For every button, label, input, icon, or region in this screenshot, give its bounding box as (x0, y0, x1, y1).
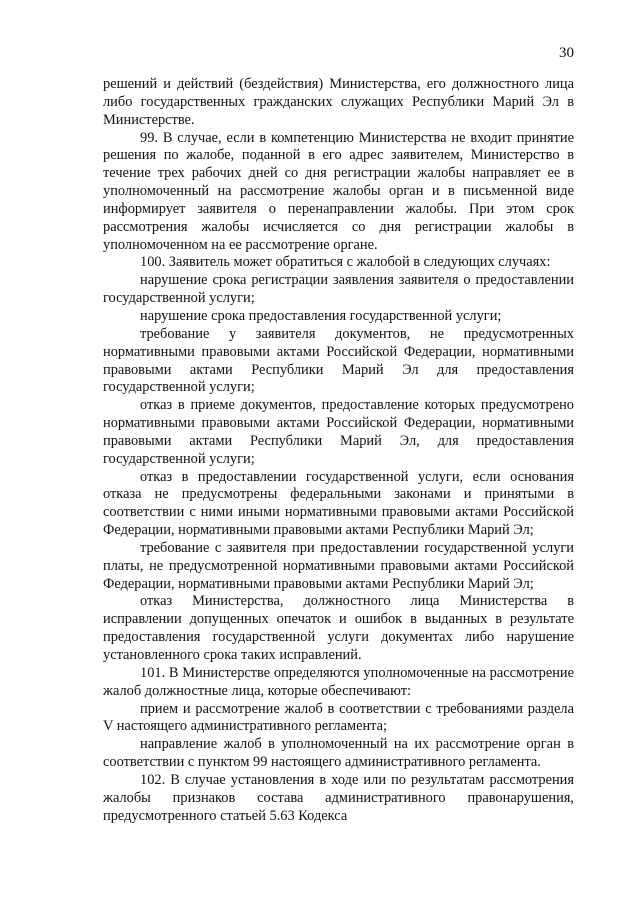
list-item-registration-deadline: нарушение срока регистрации заявления заявителя о предоставлении государственной услуги; (103, 272, 574, 307)
list-item-service-deadline: нарушение срока предоставления государственной услуги; (140, 307, 502, 324)
list-item-forwarding: направление жалоб в уполномоченный на их рассмотрение орган в соответствии с пунктом 99 настоящего административного регламента. (103, 736, 574, 771)
page-number: 30 (559, 45, 574, 61)
list-item-refusal-service: отказ в предоставлении государственной услуги, если основания отказа не предусмотрены федеральными законами и принятыми в соответствии с ними иными нормативными правовыми актами Российской Федерации, нормативными правовыми актами Республики Марий Эл; (103, 468, 574, 539)
list-item-fee-requirement: требование с заявителя при предоставлении государственной услуги платы, не предусмотренной нормативными правовыми актами Российской Федерации, нормативными правовыми актами Республики Марий Эл; (103, 539, 574, 592)
list-item-refusal-documents: отказ в приеме документов, предоставление которых предусмотрено нормативными правовыми актами Российской Федерации, нормативными правовыми актами Республики Марий Эл, для предоставления государственной услуги; (103, 397, 574, 467)
paragraph-0: решений и действий (бездействия) Министерства, его должностного лица либо государственных гражданских служащих Республики Марий Эл в Министерстве. (103, 76, 574, 128)
paragraph-100: 100. Заявитель может обратиться с жалобой в следующих случаях: (140, 254, 551, 271)
paragraph-102: 102. В случае установления в ходе или по результатам рассмотрения жалобы признаков состава административного правонарушения, предусмотренного статьей 5.63 Кодекса (103, 771, 574, 824)
list-item-correction-refusal: отказ Министерства, должностного лица Министерства в исправлении допущенных опечаток и ошибок в выданных в результате предоставления государственной услуги документах либо нарушение установленного срока таких исправлений. (103, 593, 574, 663)
paragraph-101: 101. В Министерстве определяются уполномоченные на рассмотрение жалоб должностные лица, которые обеспечивают: (103, 664, 574, 699)
list-item-reception: прием и рассмотрение жалоб в соответствии с требованиями раздела V настоящего административного регламента; (103, 700, 574, 735)
paragraph-99: 99. В случае, если в компетенцию Министерства не входит принятие решения по жалобе, поданной в его адрес заявителем, Министерство в течение трех рабочих дней со дня регистрации жалобы направляет ее в уполномоченный на рассмотрение жалобы орган и в письменной виде информирует заявителя о перенаправлении жалобы. При этом срок рассмотрения жалобы исчисляется со дня регистрации жалобы в уполномоченном на ее рассмотрение органе. (103, 129, 574, 253)
list-item-extra-documents: требование у заявителя документов, не предусмотренных нормативными правовыми актами Российской Федерации, нормативными правовыми актами Республики Марий Эл для предоставления государственной услуги; (103, 325, 574, 396)
document-body (103, 76, 574, 825)
